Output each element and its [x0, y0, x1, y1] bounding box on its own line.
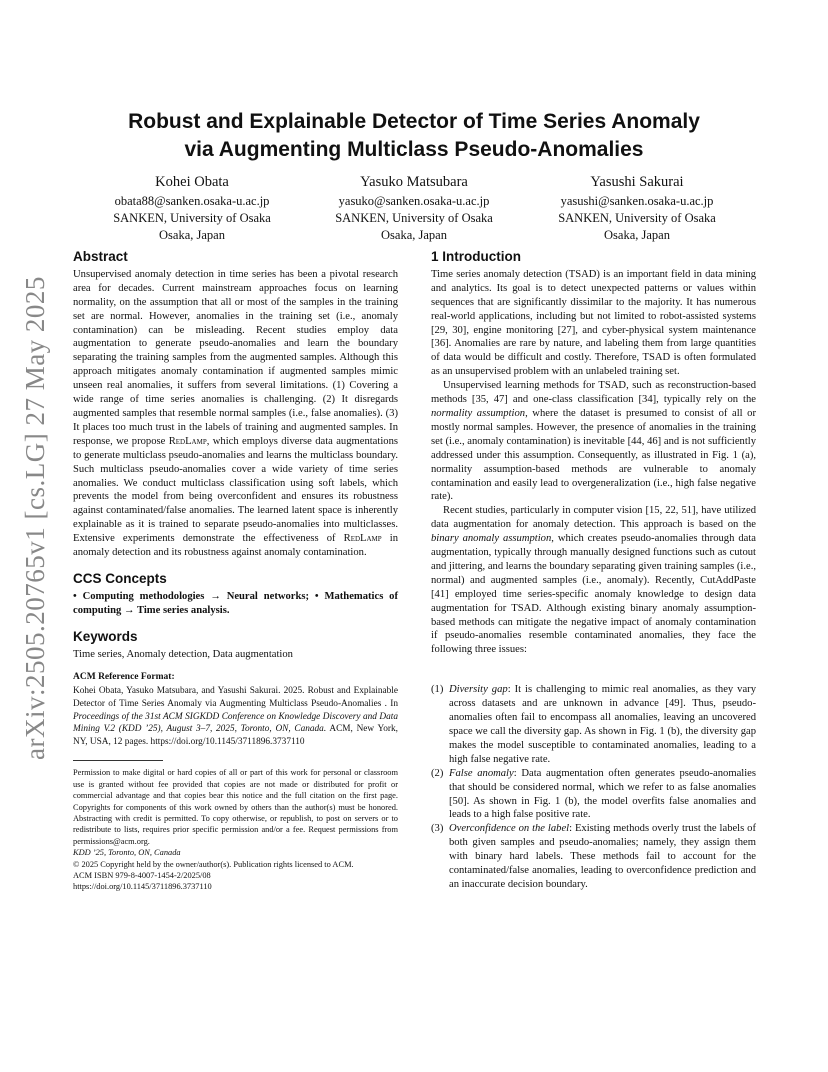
- ccs-heading: CCS Concepts: [73, 570, 167, 586]
- list-item: (3) Overconfidence on the label: Existing methods overly trust the labels of both given samples and pseudo-anomalies; namely, they assign them with binary hard labels. These methods fail to account for the contaminated/false anomalies, leading to overconfidence prediction and an inaccurate decision boundary.: [431, 823, 756, 890]
- author-block-1: [77, 174, 307, 244]
- permission-notice: Permission to make digital or hard copies of all or part of this work for personal or classroom use is granted without fee provided that copies are not made or distributed for profit or commercial advantage and that copies bear this notice and the full citation on the first page. Copyrights for components of this work owned by others than the author(s) must be honored. Abstracting with credit is permitted. To copy otherwise, or republish, to post on servers or to redistribute to lists, requires prior specific permission and/or a fee. Request permissions from permissions@acm.org.: [73, 768, 398, 846]
- keywords-heading: Keywords: [73, 628, 138, 644]
- doi-link[interactable]: https://doi.org/10.1145/3711896.3737110: [73, 882, 212, 892]
- arxiv-identifier: arXiv:2505.20765v1 [cs.LG] 27 May 2025: [20, 276, 50, 760]
- author-email: yasuko@sanken.osaka-u.ac.jp: [338, 194, 490, 208]
- author-name: Yasuko Matsubara: [360, 174, 468, 190]
- issues-list: [431, 683, 756, 892]
- ccs-text: • Computing methodologies → Neural networks; • Mathematics of computing → Time series analysis.: [73, 590, 398, 616]
- title-line-2: via Augmenting Multiclass Pseudo-Anomalies: [184, 138, 644, 161]
- left-column: [73, 250, 398, 893]
- footnote-rule: [73, 760, 163, 761]
- author-location: Osaka, Japan: [159, 228, 225, 242]
- author-block-2: [299, 174, 529, 244]
- abstract-text: Unsupervised anomaly detection in time series has been a pivotal research area for decades. Current mainstream approaches focus on learning normality, on the assumption that all or most of the samples in the training set are normal. However, anomalies in the training set (i.e., anomaly contamination) can be misleading. Recent studies employ data augmentation to generate pseudo-anomalies and learn the boundary separating the training samples from the augmented samples. Although this approach mitigates anomaly contamination if augmented samples mimic unseen real anomalies, it suffers from several limitations. (1) Covering a wide range of time series anomalies is challenging. (2) It disregards augmented samples that resemble normal samples (i.e., false anomalies). (3) It places too much trust in the labels of training and augmented samples. In response, we propose RedLamp, which employs diverse data augmentations to generate multiclass pseudo-anomalies and learns the multiclass boundary. Such multiclass pseudo-anomalies cover a wide variety of time series anomalies. We conduct multiclass classification using soft labels, which prevents the model from being overconfident and ensures its robustness against contaminated/false anomalies. The learned latent space is inherently explainable as it is trained to separate pseudo-anomalies into multiclasses. Extensive experiments demonstrate the effectiveness of RedLamp in anomaly detection and its robustness against anomaly contamination.: [73, 268, 398, 559]
- method-name: RedLamp: [343, 533, 382, 545]
- method-name: RedLamp: [168, 435, 207, 447]
- paper-title: [80, 108, 748, 164]
- isbn-line: ACM ISBN 979-8-4007-1454-2/2025/08: [73, 871, 211, 880]
- copyright-line: © 2025 Copyright held by the owner/author(s). Publication rights licensed to ACM.: [73, 859, 354, 869]
- intro-paragraph-3: Recent studies, particularly in computer vision [15, 22, 51], have utilized data augmentation for anomaly detection. This approach is based on the binary anomaly assumption, which creates pseudo-anomalies through data augmentation, typically through manually designed functions such as cutout and jittering, and learns the boundary separating given training samples (i.e., normal) and augmented samples (i.e., anomaly). Recently, CutAddPaste [41] employed time series-specific anomaly knowledge to design data augmentation for TSAD. Although existing binary anomaly assumption-based methods can mitigate the negative impact of anomaly contamination if pseudo-anomalies resemble contaminated anomalies, they face the following three issues:: [431, 505, 756, 656]
- conference-line: KDD ’25, Toronto, ON, Canada: [73, 848, 181, 858]
- acm-reference-heading: ACM Reference Format:: [73, 672, 175, 683]
- introduction-heading: 1 Introduction: [431, 249, 521, 264]
- author-affiliation: SANKEN, University of Osaka: [113, 211, 271, 225]
- author-affiliation: SANKEN, University of Osaka: [335, 211, 493, 225]
- abstract-heading: Abstract: [73, 249, 128, 264]
- acm-reference-text: Kohei Obata, Yasuko Matsubara, and Yasushi Sakurai. 2025. Robust and Explainable Detector of Time Series Anomaly via Augmenting Multiclass Pseudo-Anomalies . In Proceedings of the 31st ACM SIGKDD Conference on Knowledge Discovery and Data Mining V.2 (KDD ’25), August 3–7, 2025, Toronto, ON, Canada. ACM, New York, NY, USA, 12 pages. https://doi.org/10.1145/3711896.3737110: [73, 686, 398, 747]
- author-block-3: [522, 174, 752, 244]
- author-name: Yasushi Sakurai: [590, 174, 684, 190]
- author-affiliation: SANKEN, University of Osaka: [558, 211, 716, 225]
- author-location: Osaka, Japan: [381, 228, 447, 242]
- intro-paragraph-1: Time series anomaly detection (TSAD) is an important field in data mining and analytics. Its goal is to detect unexpected patterns or values within sequences that are significantly dissimilar to the majority. It has numerous real-world applications, including but not limited to robot-assisted systems [29, 30], engine monitoring [27], and cyber-physical system maintenance [36]. Anomalies are rare by nature, and labeling them from large quantities of data would be difficult and costly. Therefore, TSAD is often formulated as an unsupervised problem with an unlabeled training set.: [431, 268, 756, 378]
- list-item: (1) Diversity gap: It is challenging to mimic real anomalies, as they vary across datasets and are unknown in advance [49]. Thus, pseudo-anomalies often fail to encompass all anomalies, leaving an uncovered space we call the diversity gap. As shown in Fig. 1 (b), the diversity gap makes the model susceptible to contaminated anomalies, leading to a high false negative rate.: [431, 684, 756, 765]
- list-item: (2) False anomaly: Data augmentation often generates pseudo-anomalies that should be considered normal, which we refer to as false anomalies [50]. As shown in Fig. 1 (b), the model overfits false anomalies and leads to a high false positive rate.: [431, 767, 756, 821]
- right-column: [431, 250, 756, 892]
- author-email: obata88@sanken.osaka-u.ac.jp: [114, 194, 270, 208]
- author-email: yasushi@sanken.osaka-u.ac.jp: [560, 194, 714, 208]
- keywords-text: Time series, Anomaly detection, Data augmentation: [73, 648, 293, 660]
- author-location: Osaka, Japan: [604, 228, 670, 242]
- author-name: Kohei Obata: [155, 174, 229, 190]
- intro-paragraph-2: Unsupervised learning methods for TSAD, such as reconstruction-based methods [35, 47] and one-class classification [34], typically rely on the normality assumption, where the dataset is presumed to consist of all or mostly normal samples. However, the presence of anomalies in the training set (i.e., anomaly contamination) is inevitable [44, 46] and is not sufficiently addressed under this assumption. Consequently, as illustrated in Fig. 1 (a), normality assumption-based methods are vulnerable to anomaly contamination and easily lead to overgeneralization (i.e., high false negative rate).: [431, 380, 756, 503]
- title-line-1: Robust and Explainable Detector of Time Series Anomaly: [128, 110, 700, 133]
